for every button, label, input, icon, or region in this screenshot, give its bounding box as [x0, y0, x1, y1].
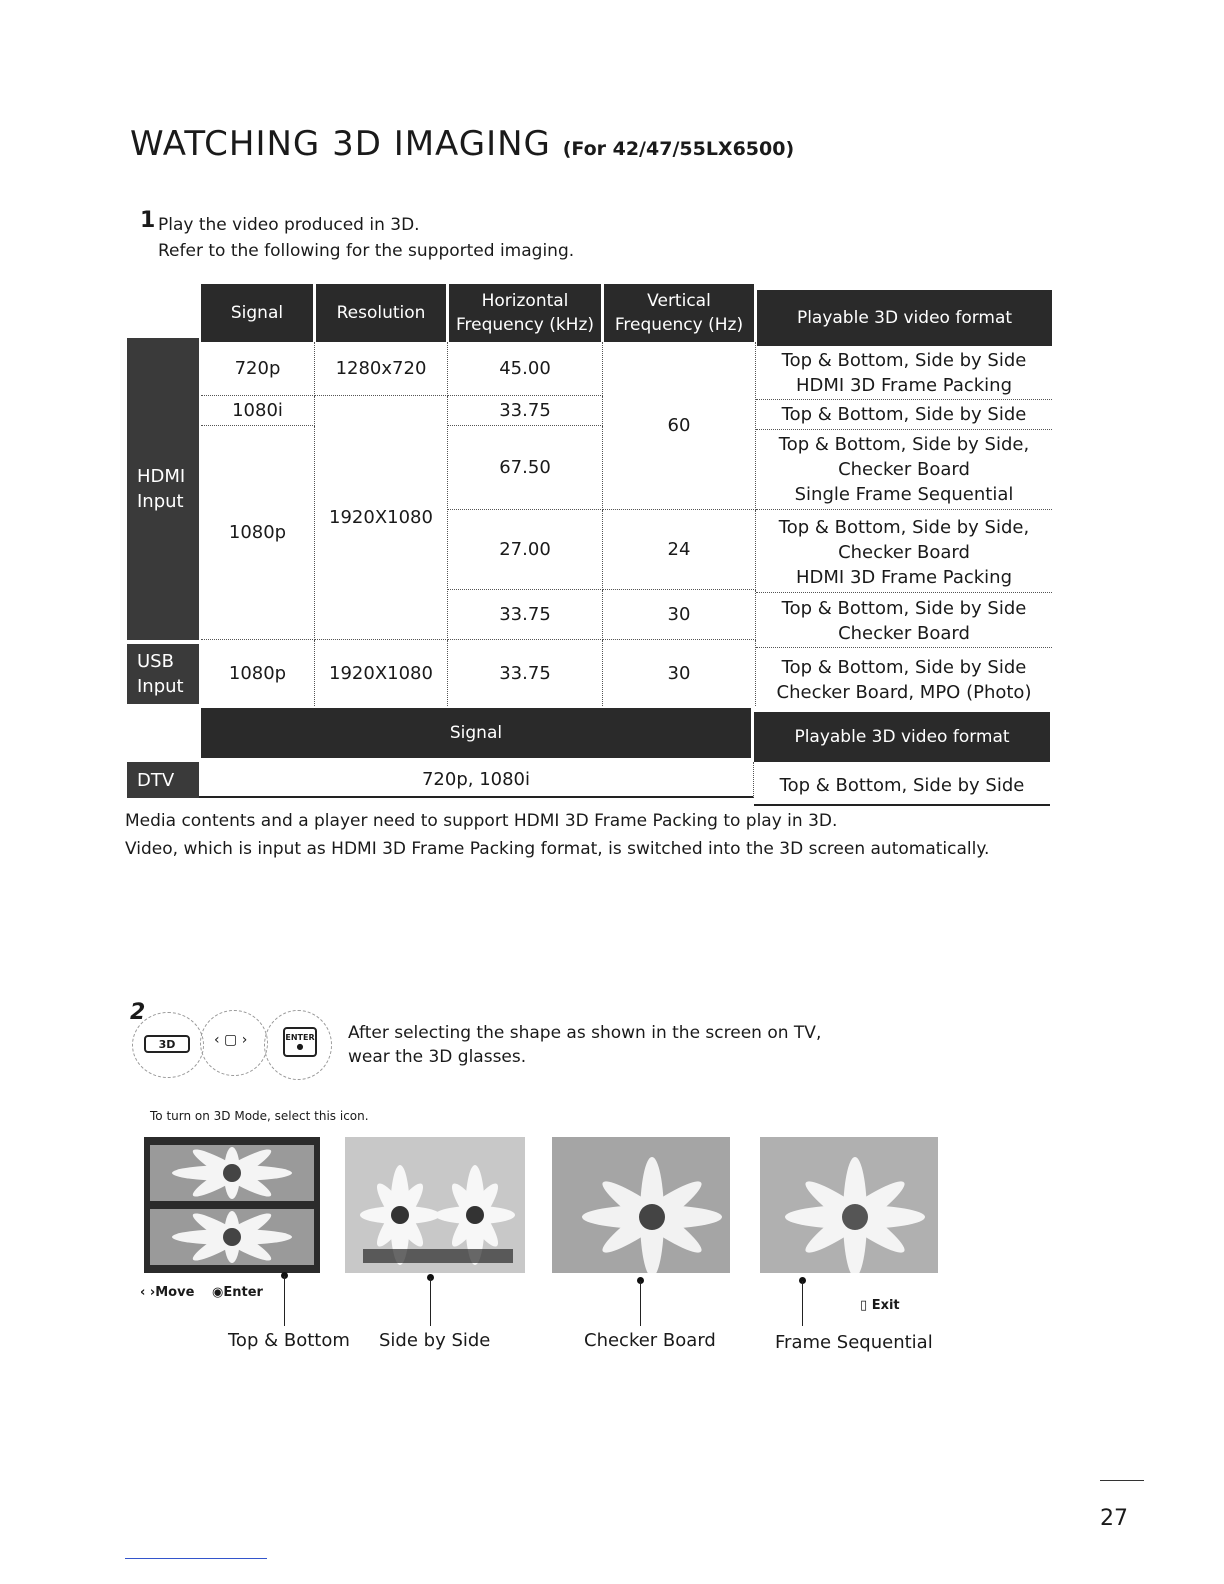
pointer-line: [430, 1278, 431, 1326]
cell-format-usb: [756, 652, 1052, 708]
step-2-line2: wear the 3D glasses.: [348, 1047, 527, 1067]
format-line: Single Frame Sequential: [794, 484, 1014, 505]
flower-image-icon: [552, 1137, 730, 1273]
format-line: Top & Bottom, Side by Side,: [778, 434, 1030, 455]
format-line: HDMI 3D Frame Packing: [795, 374, 1013, 396]
step-1-line1: Play the video produced in 3D.: [158, 215, 420, 235]
cell-vfreq-60: 60: [603, 342, 756, 510]
move-hint: [140, 1285, 194, 1300]
format-line: Checker Board: [838, 542, 970, 563]
cell-vfreq-30: 30: [603, 590, 756, 640]
cell-hfreq-1: 45.00: [448, 342, 603, 396]
dtv-header-signal: Signal: [201, 708, 751, 758]
flower-image-icon: [144, 1137, 320, 1273]
page-number: 27: [1100, 1506, 1128, 1531]
cell-res-720p: 1280x720: [315, 342, 448, 396]
mode-top-bottom-image: [144, 1137, 320, 1273]
cell-hfreq-4: 27.00: [448, 510, 603, 590]
step-1-number: 1: [140, 208, 156, 233]
key-enter: [283, 1027, 317, 1057]
cell-hfreq-3: 67.50: [448, 426, 603, 510]
title-model: (For 42/47/55LX6500): [562, 138, 795, 160]
format-line: HDMI 3D Frame Packing: [795, 567, 1013, 588]
format-line: Checker Board: [838, 622, 970, 644]
cell-format-1: [756, 346, 1052, 400]
exit-icon: ▯: [860, 1298, 872, 1313]
format-line: Top & Bottom, Side by Side: [781, 597, 1027, 619]
cell-hfreq-usb: 33.75: [448, 640, 603, 706]
pointer-line: [640, 1281, 641, 1326]
exit-hint: [860, 1298, 900, 1313]
cell-signal-720p: 720p: [201, 342, 315, 396]
cell-format-3: [756, 430, 1052, 510]
group-dtv: DTV: [127, 762, 199, 798]
format-line: Checker Board, MPO (Photo): [776, 682, 1032, 703]
cell-signal-1080p: 1080p: [201, 426, 315, 640]
mode-side-by-side-image: [345, 1137, 525, 1273]
enter-label: Enter: [223, 1285, 263, 1300]
exit-label: Exit: [871, 1298, 900, 1313]
dtv-format: Top & Bottom, Side by Side: [754, 766, 1050, 806]
footer-rule: [125, 1558, 267, 1559]
pointer-line: [284, 1276, 285, 1326]
note-line1: Media contents and a player need to support HDMI 3D Frame Packing to play in 3D.: [125, 811, 838, 831]
format-line: Top & Bottom, Side by Side,: [778, 517, 1030, 538]
header-v-freq: Vertical Frequency (Hz): [604, 284, 754, 342]
enter-dot-icon: ●: [296, 1042, 304, 1051]
mode-checker-board-image: [552, 1137, 730, 1273]
header-signal: Signal: [201, 284, 313, 342]
cell-res-usb: 1920X1080: [315, 640, 448, 706]
header-resolution: Resolution: [316, 284, 446, 342]
format-line: Checker Board: [838, 459, 970, 480]
cell-signal-1080i: 1080i: [201, 396, 315, 426]
format-line: Top & Bottom, Side by Side: [781, 657, 1027, 678]
cell-res-1080: 1920X1080: [315, 396, 448, 640]
cell-format-2: Top & Bottom, Side by Side: [756, 400, 1052, 430]
cell-signal-usb-1080p: 1080p: [201, 640, 315, 706]
cell-format-5: [756, 594, 1052, 648]
cell-format-4: [756, 513, 1052, 593]
move-label: Move: [155, 1285, 195, 1300]
step-2-line1: After selecting the shape as shown in the screen on TV,: [348, 1023, 822, 1043]
group-usb-input: USB Input: [127, 644, 199, 704]
title-main: WATCHING 3D IMAGING: [130, 124, 551, 164]
label-side-by-side: Side by Side: [379, 1330, 491, 1351]
page-title: [130, 124, 794, 164]
group-hdmi-input: HDMI Input: [127, 338, 199, 640]
flower-image-icon: [760, 1137, 938, 1273]
label-frame-sequential: Frame Sequential: [775, 1332, 933, 1353]
mode-frame-sequential-image: [760, 1137, 938, 1273]
cell-hfreq-5: 33.75: [448, 590, 603, 640]
header-h-freq: Horizontal Frequency (kHz): [449, 284, 601, 342]
flower-image-icon: [345, 1137, 525, 1273]
format-line: Top & Bottom, Side by Side: [781, 349, 1027, 371]
page-number-rule: [1100, 1480, 1144, 1481]
key-3d: 3D: [144, 1035, 190, 1053]
label-checker-board: Checker Board: [584, 1330, 716, 1351]
dtv-header-format: Playable 3D video format: [754, 712, 1050, 762]
label-top-bottom: Top & Bottom: [228, 1330, 350, 1351]
cell-hfreq-2: 33.75: [448, 396, 603, 426]
move-arrows-icon: ‹ ›: [140, 1285, 156, 1300]
note-line2: Video, which is input as HDMI 3D Frame Packing format, is switched into the 3D screen automatically.: [125, 839, 990, 859]
header-format: Playable 3D video format: [757, 290, 1052, 346]
pointer-line: [802, 1281, 803, 1326]
step-2-number: 2: [130, 1000, 146, 1025]
dtv-signal: 720p, 1080i: [199, 762, 754, 798]
nav-arrows-icon: ‹ ▢ ›: [214, 1032, 248, 1048]
enter-hint: [212, 1285, 263, 1300]
cell-vfreq-24: 24: [603, 510, 756, 590]
enter-circle-icon: ◉: [212, 1285, 224, 1300]
key-enter-label: ENTER: [285, 1033, 315, 1042]
step-1-line2: Refer to the following for the supported imaging.: [158, 241, 575, 261]
cell-vfreq-usb: 30: [603, 640, 756, 706]
step-2-hint: To turn on 3D Mode, select this icon.: [150, 1109, 369, 1123]
